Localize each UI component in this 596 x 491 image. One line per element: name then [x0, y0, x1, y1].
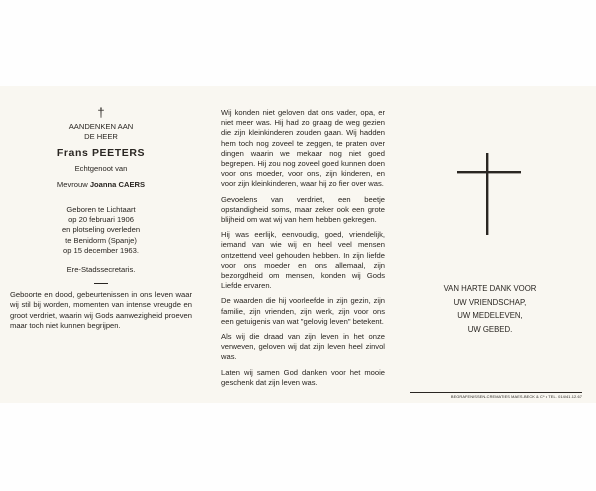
spouse-label: Echtgenoot van — [74, 163, 128, 173]
text-paragraph: Hij was eerlijk, eenvoudig, goed, vriendelijk, iemand van wie wij en heel veel mensen ontzettend veel gehouden hebben. In zijn liefde voor ons moeder en ons allemaal, zijn bezorgdheid om mensen, konden wij Gods Liefde ervaren. — [221, 230, 385, 291]
text-paragraph: De waarden die hij voorleefde in zijn gezin, zijn familie, zijn vrienden, zijn werk, zijn voor ons een getuigenis van wat "gelovig leven" betekent. — [221, 296, 385, 326]
spouse-name: Joanna CAERS — [89, 179, 146, 189]
memorial-card — [0, 86, 596, 403]
thanks-line: UW GEBED. — [467, 324, 513, 334]
large-cross-icon — [457, 153, 521, 235]
text-paragraph: Gevoelens van verdriet, een beetje opstandigheid soms, maar zeker ook een grote blijheid om wat wij van hem hebben gekregen. — [221, 194, 385, 225]
spouse-prefix: Mevrouw — [56, 179, 90, 189]
left-paragraph: Geboorte en dood, gebeurtenissen in ons leven waar wij stil bij worden, momenten van intense vreugde en groot verdriet, waarin wij Gods aanwezigheid proeven maar toch niet kunnen begrijpen. — [10, 290, 192, 330]
date-line: Geboren te Lichtaart — [66, 205, 136, 215]
spouse-line — [10, 180, 192, 190]
thanks-line: UW MEDELEVEN, — [457, 311, 523, 320]
left-column — [10, 106, 192, 331]
dates-block — [10, 205, 192, 256]
gentleman-heading: DE HEER — [84, 132, 118, 142]
text-paragraph: Laten wij samen God danken voor het mooie geschenk dat zijn leven was. — [221, 367, 385, 387]
date-line: op 20 februari 1906 — [68, 215, 134, 225]
date-line: op 15 december 1963. — [63, 245, 139, 255]
small-cross-icon: † — [97, 105, 105, 120]
date-line: en plotseling overleden — [61, 225, 141, 235]
short-divider — [94, 283, 108, 284]
deceased-name: Frans PEETERS — [56, 147, 146, 160]
memorial-heading: AANDENKEN AAN — [68, 122, 134, 131]
thanks-line: UW VRIENDSCHAP, — [453, 297, 527, 307]
text-paragraph: Als wij die draad van zijn leven in het onze verweven, geloven wij dat zijn leven heel zinvol was. — [221, 332, 385, 362]
thanks-block — [410, 282, 570, 336]
text-paragraph: Wij konden niet geloven dat ons vader, opa, er niet meer was. Hij had zo graag de weg gezien die zijn kleinkinderen zouden gaan. Wij hadden hem toch nog zoveel te zeggen, te praten over dingen waarin we mekaar nog niet goed begrepen. Hij zou nog zoveel goed kunnen doen voor ons moeder, voor ons, zijn kinderen, en voor zijn kleinkinderen, waar hij zo fier over was. — [221, 108, 385, 189]
honorary-title: Ere-Stadssecretaris. — [66, 265, 136, 275]
date-line: te Benidorm (Spanje) — [65, 235, 137, 245]
thanks-line: VAN HARTE DANK VOOR — [443, 284, 537, 293]
middle-column — [221, 108, 385, 393]
printer-imprint: BEGRAFENISSEN-CREMATIES MAES-BECK & Cᵒ • TEL. 014/41.12.67 — [410, 392, 582, 399]
